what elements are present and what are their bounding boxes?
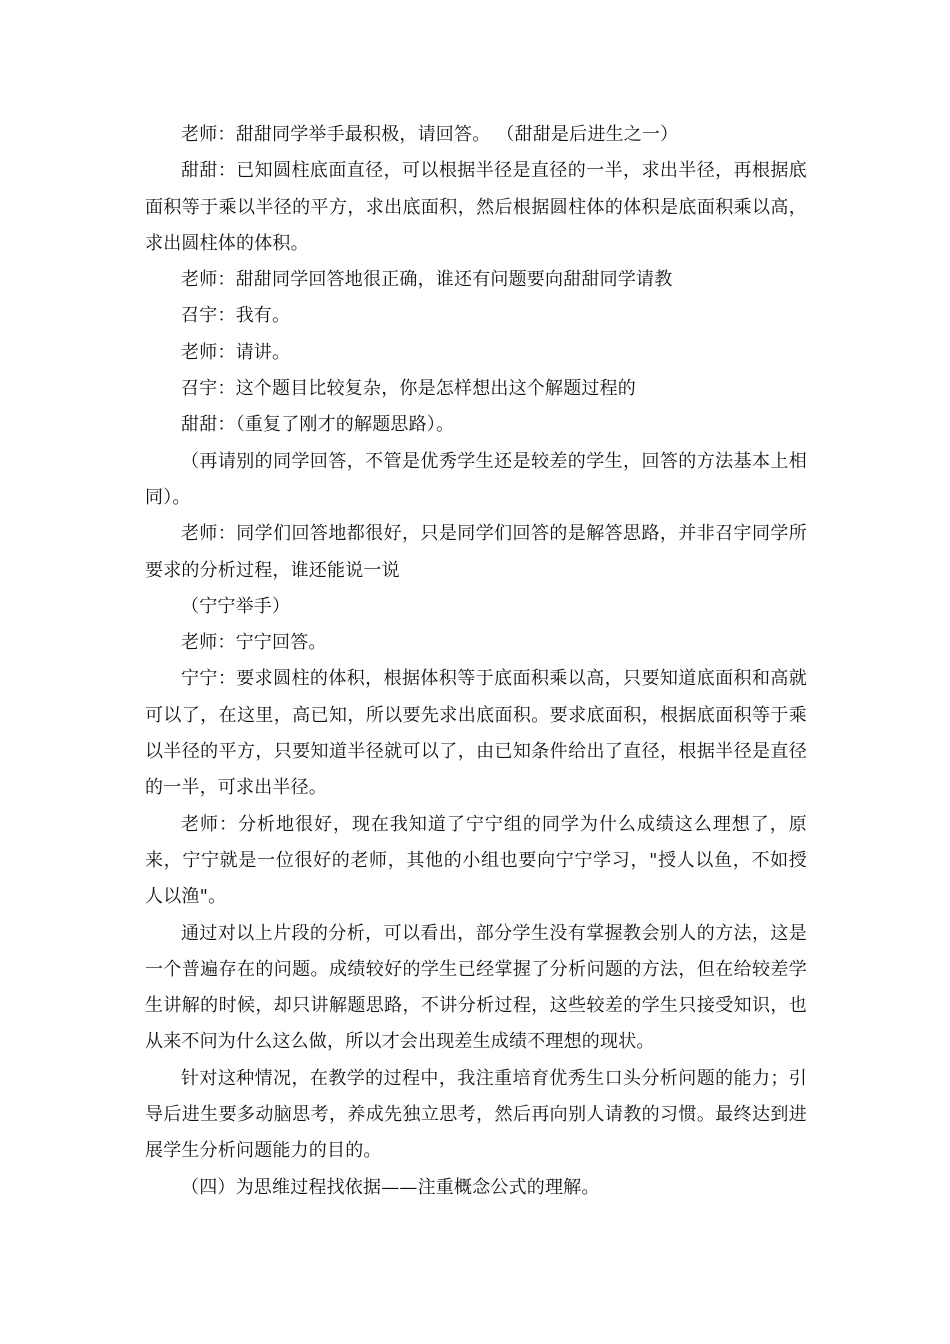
paragraph-10: （宁宁举手） — [181, 595, 291, 617]
paragraph-14: 通过对以上片段的分析，可以看出，部分学生没有掌握教会别人的方法，这是一个普遍存在的问题。成绩较好的学生已经掌握了分析问题的方法，但在给较差学生讲解的时候，却只讲解题思路，不讲分析过程，这些较差的学生只接受知识，也从来不问为什么这么做，所以才会出现差生成绩不理想的现状。 — [145, 922, 807, 1053]
paragraph-9: 老师：同学们回答地都很好，只是同学们回答的是解答思路，并非召宇同学所要求的分析过程，谁还能说一说 — [145, 523, 807, 581]
document-body — [145, 117, 807, 1206]
paragraph-5: 老师：请讲。 — [181, 341, 291, 363]
paragraph-15: 针对这种情况，在教学的过程中，我注重培育优秀生口头分析问题的能力；引导后进生要多动脑思考，养成先独立思考，然后再向别人请教的习惯。最终达到进展学生分析问题能力的目的。 — [145, 1067, 807, 1162]
paragraph-1: 老师：甜甜同学举手最积极，请回答。 （甜甜是后进生之一） — [181, 124, 679, 145]
paragraph-6: 召宇：这个题目比较复杂，你是怎样想出这个解题过程的 — [181, 378, 636, 400]
paragraph-7: 甜甜：（重复了刚才的解题思路）。 — [181, 414, 455, 436]
paragraph-8: （再请别的同学回答，不管是优秀学生还是较差的学生，回答的方法基本上相同）。 — [145, 450, 807, 508]
section-heading: （四）为思维过程找依据——注重概念公式的理解。 — [181, 1176, 600, 1198]
paragraph-13: 老师：分析地很好，现在我知道了宁宁组的同学为什么成绩这么理想了，原来，宁宁就是一位很好的老师，其他的小组也要向宁宁学习，"授人以鱼，不如授人以渔"。 — [145, 813, 807, 908]
paragraph-11: 老师：宁宁回答。 — [181, 632, 327, 654]
paragraph-2: 甜甜：已知圆柱底面直径，可以根据半径是直径的一半，求出半径，再根据底面积等于乘以半径的平方，求出底面积，然后根据圆柱体的体积是底面积乘以高，求出圆柱体的体积。 — [145, 160, 807, 254]
paragraph-3: 老师：甜甜同学回答地很正确，谁还有问题要向甜甜同学请教 — [181, 269, 673, 291]
paragraph-4: 召宇：我有。 — [181, 305, 291, 327]
paragraph-12: 宁宁：要求圆柱的体积，根据体积等于底面积乘以高，只要知道底面积和高就可以了，在这里，高已知，所以要先求出底面积。要求底面积，根据底面积等于乘以半径的平方，只要知道半径就可以了，由已知条件给出了直径，根据半径是直径的一半，可求出半径。 — [145, 668, 807, 799]
